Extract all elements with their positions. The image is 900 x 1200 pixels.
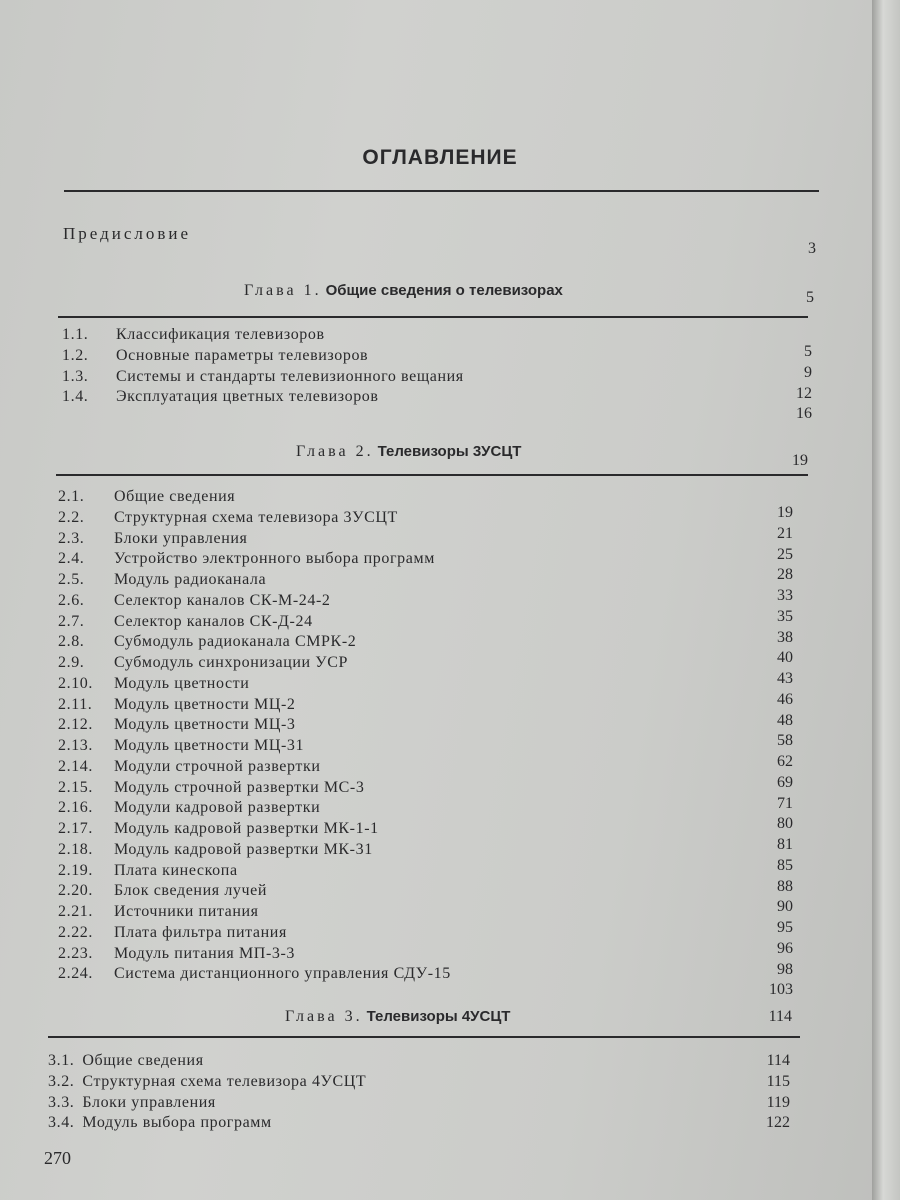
toc-entry [58,675,249,693]
toc-entry [58,654,348,672]
toc-entry-title: Блок сведения лучей [114,882,268,900]
toc-entry [58,924,287,942]
toc-entry [58,799,320,817]
chapter-3-page: 114 [768,1008,792,1025]
toc-entry-title: Блоки управления [82,1093,216,1111]
chapter-1-name: Общие сведения о телевизорах [325,282,563,299]
toc-entry-number: 2.13. [58,737,93,754]
toc-entry-title: Селектор каналов СК-Д-24 [114,612,313,630]
toc-entry-number: 2.6. [58,591,85,609]
toc-entry [58,613,313,631]
toc-entry-title: Субмодуль радиоканала СМРК-2 [114,633,357,651]
toc-entry-title: Системы и стандарты телевизионного вещания [116,367,464,385]
toc-entry [58,882,267,900]
toc-entry [62,388,379,406]
toc-entry-number: 2.10. [58,674,93,692]
chapter-3-name: Телевизоры 4УСЦТ [366,1008,511,1025]
toc-entry-number: 2.3. [58,529,85,547]
toc-entry-page: 88 [777,877,793,895]
toc-entry-number: 2.17. [58,820,93,837]
toc-entry-number: 2.11. [58,695,93,713]
toc-entry-page: 16 [796,405,812,423]
toc-entry-number: 1.4. [62,388,89,406]
toc-entry [48,1073,366,1091]
toc-entry-page: 90 [777,898,793,916]
toc-entry-number: 2.5. [58,571,85,588]
toc-entry-title: Структурная схема телевизора 4УСЦТ [82,1072,367,1090]
toc-entry [48,1052,204,1070]
toc-entry [48,1094,216,1112]
toc-entry [58,758,321,776]
toc-entry-title: Эксплуатация цветных телевизоров [116,388,379,406]
toc-entry [62,326,325,344]
toc-entry-page: 81 [777,836,793,853]
toc-entry-number: 1.3. [62,367,89,385]
toc-entry-page: 19 [777,504,793,521]
toc-entry [58,965,451,983]
toc-entry-title: Модули строчной развертки [114,757,321,775]
toc-entry [58,862,238,880]
chapter-3-label: Глава 3. [285,1008,363,1025]
toc-entry-number: 2.19. [58,861,93,879]
page-folio: 270 [44,1148,71,1168]
toc-entry-title: Структурная схема телевизора 3УСЦТ [114,508,398,526]
toc-entry-page: 43 [777,670,793,687]
chapter-2-name: Телевизоры 3УСЦТ [377,443,522,460]
toc-entry-number: 2.7. [58,612,85,630]
toc-entry [58,696,296,714]
toc-entry-number: 1.2. [62,346,89,364]
toc-entry-title: Общие сведения [82,1052,204,1069]
toc-entry-number: 2.9. [58,654,85,671]
preface-label: Предисловие [63,224,192,243]
toc-entry-title: Плата кинескопа [114,861,238,879]
toc-entry-title: Модуль цветности МЦ-2 [114,695,296,713]
toc-entry-title: Модуль кадровой развертки МК-31 [114,840,373,858]
toc-entry-title: Модуль строчной развертки МС-3 [114,778,365,796]
toc-entry-title: Плата фильтра питания [114,923,287,941]
toc-entry-page: 58 [777,732,793,750]
toc-entry-title: Селектор каналов СК-М-24-2 [114,591,331,609]
toc-entry-page: 122 [766,1114,790,1132]
toc-entry-number: 2.23. [58,944,93,962]
toc-entry-title: Субмодуль синхронизации УСР [114,654,348,671]
toc-entry-title: Модуль радиоканала [114,571,267,588]
toc-entry-title: Модуль цветности МЦ-31 [114,737,305,754]
chapter-1-label: Глава 1. [244,282,322,299]
toc-entry-page: 28 [777,566,793,584]
toc-entry-page: 98 [777,960,793,978]
toc-entry-page: 80 [777,815,793,833]
toc-entry-page: 119 [766,1093,790,1111]
toc-entry-page: 21 [777,524,793,542]
toc-entry-title: Источники питания [114,903,259,920]
toc-entry [58,488,235,506]
toc-entry-number: 2.4. [58,550,85,568]
toc-entry-page: 35 [777,607,793,625]
toc-entry-page: 25 [777,545,793,563]
toc-entry-number: 2.15. [58,778,93,796]
chapter-1-page: 5 [806,289,814,306]
toc-entry-title: Общие сведения [114,488,236,505]
toc-entry [62,347,368,365]
chapter-1-rule [58,316,808,318]
toc-entry [58,779,364,797]
toc-entry-number: 2.1. [58,488,85,505]
toc-entry-page: 46 [777,690,793,708]
toc-entry-page: 38 [777,628,793,646]
toc-entry-number: 2.16. [58,799,93,817]
toc-entry-page: 85 [777,856,793,874]
toc-entry-number: 3.3. [48,1093,75,1111]
toc-entry-title: Блоки управления [114,529,248,547]
toc-entry-title: Устройство электронного выбора программ [114,550,435,568]
toc-entry-number: 2.2. [58,508,85,526]
title-rule [64,190,819,192]
toc-entry [58,903,259,921]
toc-entry-title: Система дистанционного управления СДУ-15 [114,965,451,983]
toc-entry-page: 9 [804,363,812,381]
preface-page: 3 [808,240,816,257]
toc-entry [58,945,295,963]
toc-entry [62,368,464,386]
toc-entry-title: Модуль цветности [114,674,250,692]
toc-entry-number: 2.22. [58,923,93,941]
toc-entry-page: 115 [766,1072,790,1090]
toc-entry [58,550,435,568]
toc-entry-number: 2.14. [58,757,93,775]
chapter-2-page: 19 [792,452,808,469]
chapter-3-rule [48,1036,800,1038]
toc-entry-title: Модуль выбора программ [82,1114,272,1132]
page-edge [872,0,900,1200]
toc-entry-number: 2.8. [58,633,85,651]
toc-entry-page: 69 [777,773,793,791]
toc-entry-title: Модуль цветности МЦ-3 [114,716,296,734]
chapter-2-heading [296,443,521,461]
toc-entry-title: Модуль питания МП-3-3 [114,944,296,962]
toc-entry-page: 48 [777,711,793,729]
toc-entry-page: 96 [777,939,793,957]
toc-entry-number: 3.2. [48,1072,75,1090]
toc-entry-title: Модули кадровой развертки [114,799,321,817]
toc-entry-number: 2.20. [58,882,93,900]
toc-entry-number: 2.21. [58,903,93,920]
chapter-1-heading [244,282,563,300]
toc-entry-number: 3.4. [48,1114,75,1132]
toc-entry-page: 71 [777,794,793,812]
toc-entry-number: 1.1. [62,326,89,343]
chapter-2-rule [56,474,808,476]
toc-entry-title: Основные параметры телевизоров [116,346,369,364]
toc-entry-page: 62 [777,753,793,770]
toc-entry-page: 12 [796,384,812,402]
page-title: ОГЛАВЛЕНИЕ [362,146,518,169]
toc-entry [58,509,398,527]
toc-entry [58,737,304,755]
toc-entry-number: 2.18. [58,840,93,858]
toc-entry-number: 2.12. [58,716,93,734]
toc-entry-page: 33 [777,587,793,604]
toc-entry [58,571,266,589]
toc-entry-page: 95 [777,919,793,936]
toc-entry [58,592,331,610]
toc-entry [58,820,379,838]
toc-entry [58,841,373,859]
toc-entry [58,530,247,548]
toc-entry-number: 3.1. [48,1052,75,1069]
toc-entry-page: 40 [777,649,793,667]
toc-entry-title: Модуль кадровой развертки МК-1-1 [114,820,379,837]
toc-entry-title: Классификация телевизоров [116,326,325,343]
toc-entry-number: 2.24. [58,965,93,983]
toc-entry [48,1114,272,1132]
toc-entry-page: 114 [766,1052,790,1069]
toc-entry [58,633,356,651]
toc-entry-page: 5 [804,343,812,360]
chapter-2-label: Глава 2. [296,443,374,460]
chapter-3-heading [285,1008,510,1026]
toc-entry-page: 103 [769,981,793,999]
toc-entry [58,716,296,734]
